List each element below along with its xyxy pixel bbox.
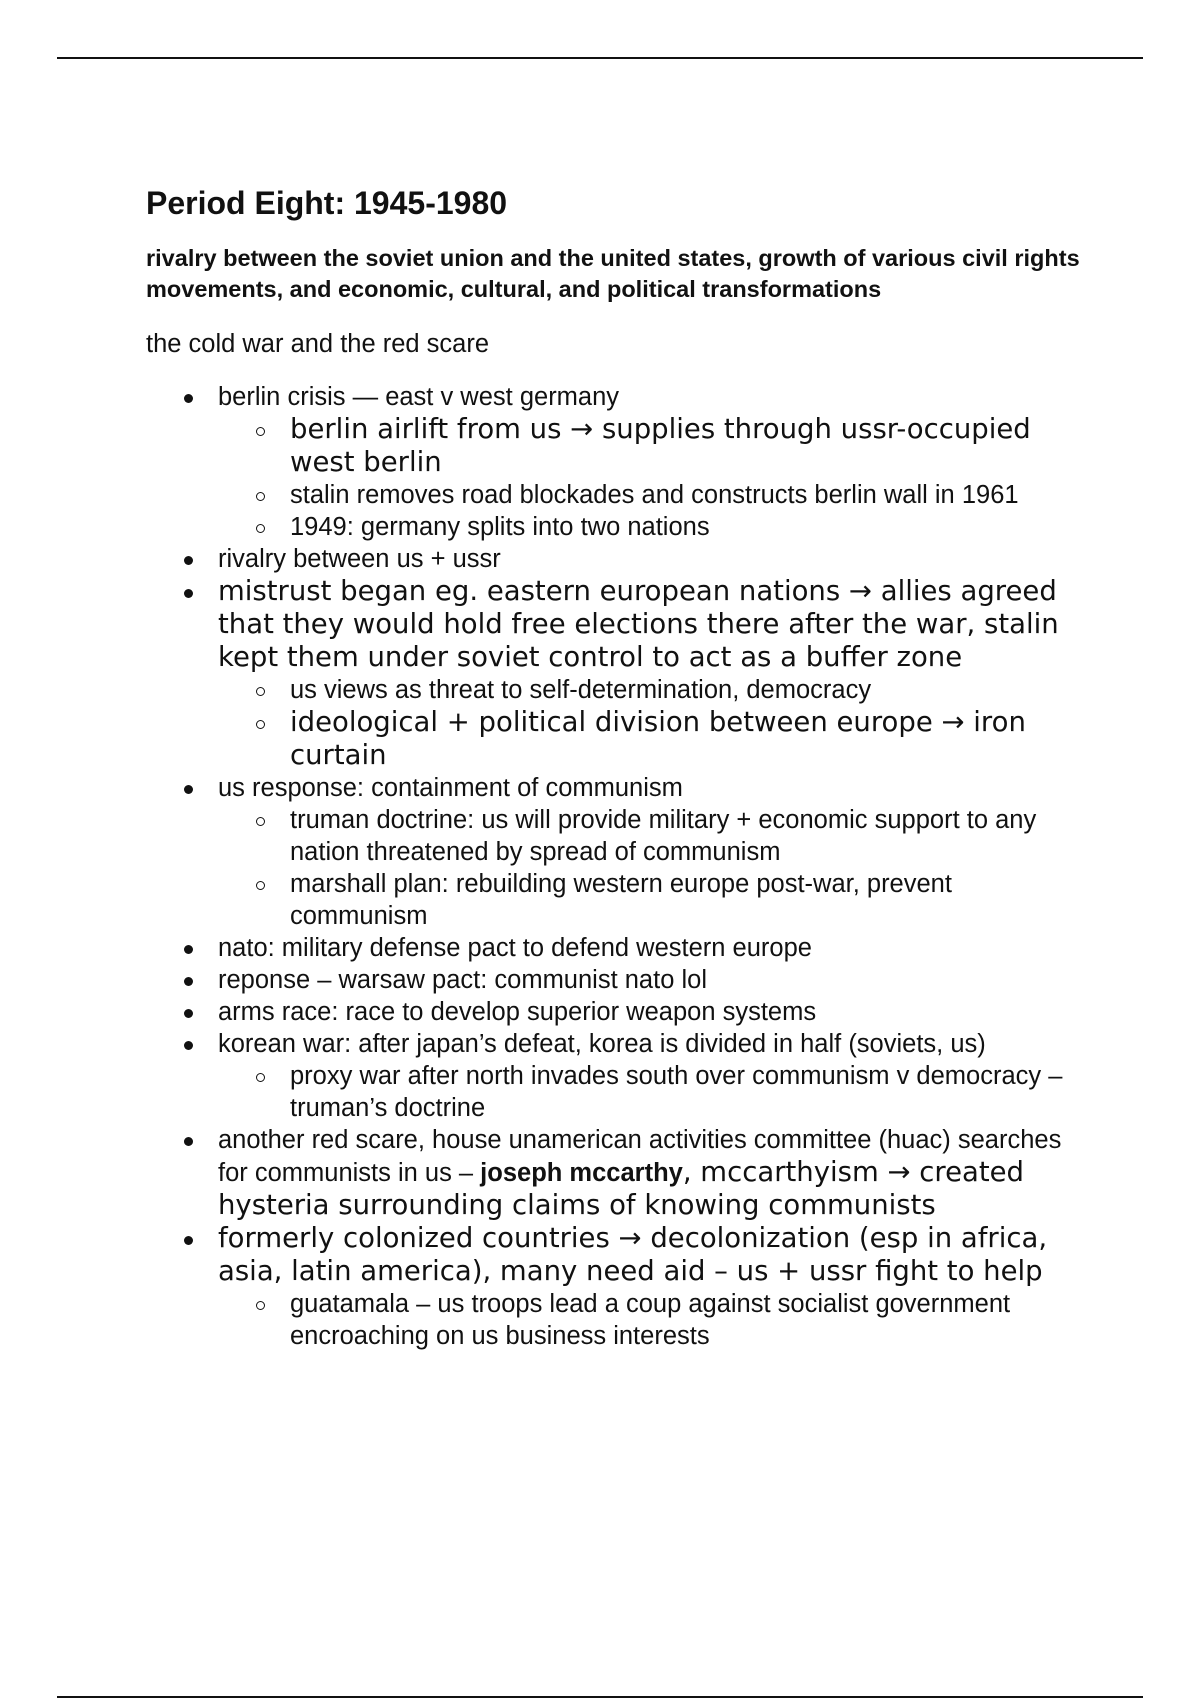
hollow-bullet-icon bbox=[256, 881, 265, 890]
list-item bbox=[146, 1222, 1096, 1352]
sub-list-item-text: marshall plan: rebuilding western europe post-war, prevent communism bbox=[290, 870, 952, 930]
sub-list-item bbox=[218, 868, 1096, 932]
list-item-text: arms race: race to develop superior weapon systems bbox=[218, 998, 817, 1026]
sub-list-item bbox=[218, 479, 1096, 511]
list-item-text bbox=[218, 1124, 1096, 1222]
list-item bbox=[146, 1028, 1096, 1124]
hollow-bullet-icon bbox=[256, 817, 265, 826]
sub-list-item bbox=[218, 706, 1096, 772]
list-item-text: formerly colonized countries → decolonization (esp in africa, asia, latin america), many need aid – us + ussr fight to help bbox=[218, 1222, 1048, 1287]
sub-list-item-text: truman doctrine: us will provide military + economic support to any nation threatened by spread of communism bbox=[290, 806, 1037, 866]
list-item bbox=[146, 543, 1096, 575]
list-item bbox=[146, 381, 1096, 543]
sub-list bbox=[218, 1060, 1096, 1124]
list-item-text: rivalry between us + ussr bbox=[218, 545, 501, 573]
list-item-text: reponse – warsaw pact: communist nato lol bbox=[218, 966, 707, 994]
sub-list bbox=[218, 674, 1096, 772]
sub-list-item bbox=[218, 1288, 1096, 1352]
bullet-icon bbox=[184, 556, 193, 565]
sub-list bbox=[218, 804, 1096, 932]
bullet-icon bbox=[184, 785, 193, 794]
top-rule bbox=[57, 57, 1143, 59]
list-item bbox=[146, 964, 1096, 996]
list-item-text-part: another red scare, house unamerican activities committee (huac) searches for communists in us – bbox=[218, 1126, 1062, 1187]
sub-list-item-text: berlin airlift from us → supplies through ussr-occupied west berlin bbox=[290, 413, 1031, 478]
sub-list-item-text: us views as threat to self-determination, democracy bbox=[290, 676, 872, 704]
sub-list-item-text: 1949: germany splits into two nations bbox=[290, 513, 710, 541]
sub-list-item bbox=[218, 1060, 1096, 1124]
sub-list-item-text: stalin removes road blockades and constructs berlin wall in 1961 bbox=[290, 481, 1019, 509]
page-subtitle: rivalry between the soviet union and the united states, growth of various civil rights movements, and economic, cultural, and political transformations bbox=[146, 245, 1080, 302]
bullet-icon bbox=[184, 1137, 193, 1146]
bullet-icon bbox=[184, 394, 193, 403]
hollow-bullet-icon bbox=[256, 1301, 265, 1310]
bottom-rule bbox=[57, 1696, 1143, 1698]
sub-list-item bbox=[218, 413, 1096, 479]
sub-list bbox=[218, 413, 1096, 543]
section-heading: the cold war and the red scare bbox=[146, 330, 490, 358]
document-body bbox=[146, 183, 1096, 1352]
list-item bbox=[146, 1124, 1096, 1222]
bullet-icon bbox=[184, 977, 193, 986]
list-item bbox=[146, 932, 1096, 964]
list-item bbox=[146, 996, 1096, 1028]
hollow-bullet-icon bbox=[256, 427, 265, 436]
bullet-icon bbox=[184, 1236, 193, 1245]
sub-list-item-text: proxy war after north invades south over communism v democracy – truman’s doctrine bbox=[290, 1062, 1063, 1122]
list-item-text: korean war: after japan’s defeat, korea is divided in half (soviets, us) bbox=[218, 1030, 986, 1058]
list-item bbox=[146, 575, 1096, 772]
sub-list-item-text: ideological + political division between europe → iron curtain bbox=[290, 706, 1026, 771]
sub-list-item bbox=[218, 804, 1096, 868]
sub-list bbox=[218, 1288, 1096, 1352]
notes-list bbox=[146, 381, 1096, 1352]
sub-list-item bbox=[218, 674, 1096, 706]
sub-list-item bbox=[218, 511, 1096, 543]
bullet-icon bbox=[184, 945, 193, 954]
bullet-icon bbox=[184, 1009, 193, 1018]
hollow-bullet-icon bbox=[256, 524, 265, 533]
emphasized-name: joseph mccarthy bbox=[480, 1159, 683, 1187]
hollow-bullet-icon bbox=[256, 1073, 265, 1082]
hollow-bullet-icon bbox=[256, 492, 265, 501]
list-item-text: us response: containment of communism bbox=[218, 774, 683, 802]
list-item-text: mistrust began eg. eastern european nations → allies agreed that they would hold free elections there after the war, stalin kept them under soviet control to act as a buffer zone bbox=[218, 575, 1059, 673]
list-item-text: berlin crisis — east v west germany bbox=[218, 383, 620, 411]
list-item bbox=[146, 772, 1096, 932]
list-item-text-part: , mccarthyism → created hysteria surrounding claims of knowing communists bbox=[218, 1156, 1025, 1221]
bullet-icon bbox=[184, 1041, 193, 1050]
hollow-bullet-icon bbox=[256, 687, 265, 696]
hollow-bullet-icon bbox=[256, 720, 265, 729]
sub-list-item-text: guatamala – us troops lead a coup against socialist government encroaching on us business interests bbox=[290, 1290, 1011, 1350]
page-title: Period Eight: 1945-1980 bbox=[146, 185, 508, 221]
list-item-text: nato: military defense pact to defend western europe bbox=[218, 934, 812, 962]
bullet-icon bbox=[184, 589, 193, 598]
